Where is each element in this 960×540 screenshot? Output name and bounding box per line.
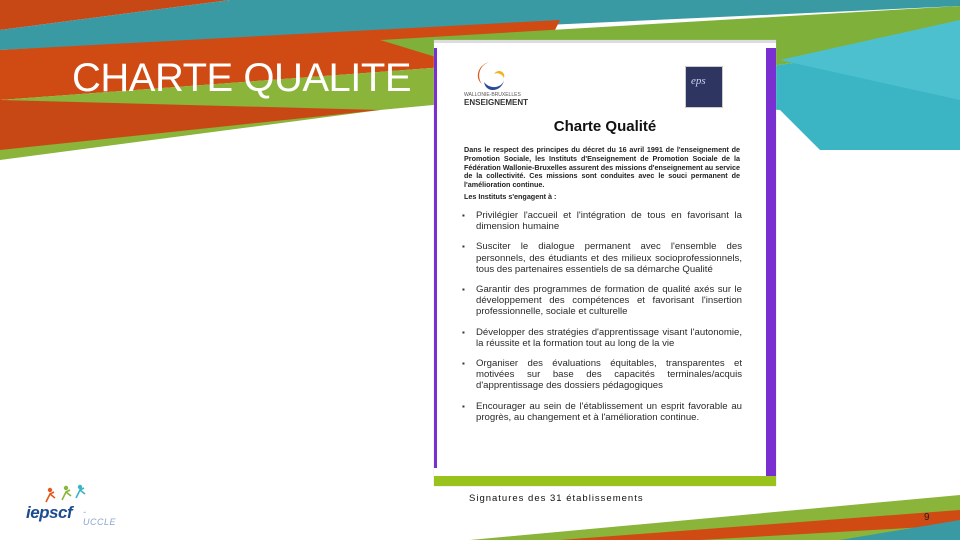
eps-logo-text: eps (691, 75, 706, 87)
bullet-icon: ▪ (462, 359, 465, 369)
list-item (462, 210, 742, 232)
eps-logo-icon (685, 66, 723, 108)
commitments-list (462, 210, 742, 432)
document-engage-line: Les Instituts s'engagent à : (464, 192, 557, 201)
signatures-caption: Signatures des 31 établissements (469, 493, 644, 504)
page-number: 9 (924, 512, 930, 523)
bullet-icon: ▪ (462, 211, 465, 220)
logo-suffix-text: -UCCLE (83, 507, 117, 527)
document-title: Charte Qualité (553, 118, 657, 135)
list-item (462, 284, 742, 318)
bullet-icon: ▪ (462, 242, 465, 252)
bullet-icon: ▪ (462, 285, 465, 295)
list-item-text: Développer des stratégies d'apprentissage visant l'autonomie, la réussite et la formation tout au long de la vie (476, 326, 742, 349)
list-item-text: Privilégier l'accueil et l'intégration de tous en favorisant la dimension humaine (476, 210, 742, 233)
document-intro: Dans le respect des principes du décret du 16 avril 1991 de l'enseignement de Promotion Sociale, les Instituts d'Enseignement de Promotion Sociale de la Fédération Wallonie-Bruxelles assurent des missions d'enseignement au service de la collectivité. Ces missions sont conduites avec le souci permanent de l'amélioration continue. (464, 145, 740, 190)
document-left-stripe (434, 48, 437, 468)
logo-main-text: iepscf (26, 503, 73, 522)
list-item-text: Organiser des évaluations équitables, transparentes et motivées sur base des capacités terminales/acquis d'apprentissage des dossiers pédagogiques (476, 358, 742, 392)
document-top-border (434, 40, 776, 43)
logo-caption: ENSEIGNEMENT (464, 98, 529, 107)
bullet-icon: ▪ (462, 327, 465, 337)
list-item-text: Susciter le dialogue permanent avec l'ensemble des personnels, des étudiants et des milieux socioprofessionnels, tous des partenaires essentiels de sa démarche Qualité (476, 241, 742, 275)
iepscf-logo (22, 484, 117, 527)
logo-small-caption: WALLONIE-BRUXELLES (464, 92, 521, 98)
charte-document-image (434, 40, 776, 486)
slide-title: CHARTE QUALITE (72, 56, 411, 100)
list-item-text: Encourager au sein de l'établissement un esprit favorable au progrès, au changement et à l'amélioration continue. (476, 400, 742, 423)
document-bottom-stripe (434, 476, 776, 486)
list-item (462, 358, 742, 392)
document-right-stripe (766, 48, 776, 478)
list-item-text: Garantir des programmes de formation de qualité axés sur le développement des compétences et favorisant l'insertion professionnelle, sociale et culturelle (476, 284, 742, 318)
bullet-icon: ▪ (462, 401, 465, 411)
list-item (462, 327, 742, 349)
list-item (462, 241, 742, 275)
list-item (462, 401, 742, 423)
